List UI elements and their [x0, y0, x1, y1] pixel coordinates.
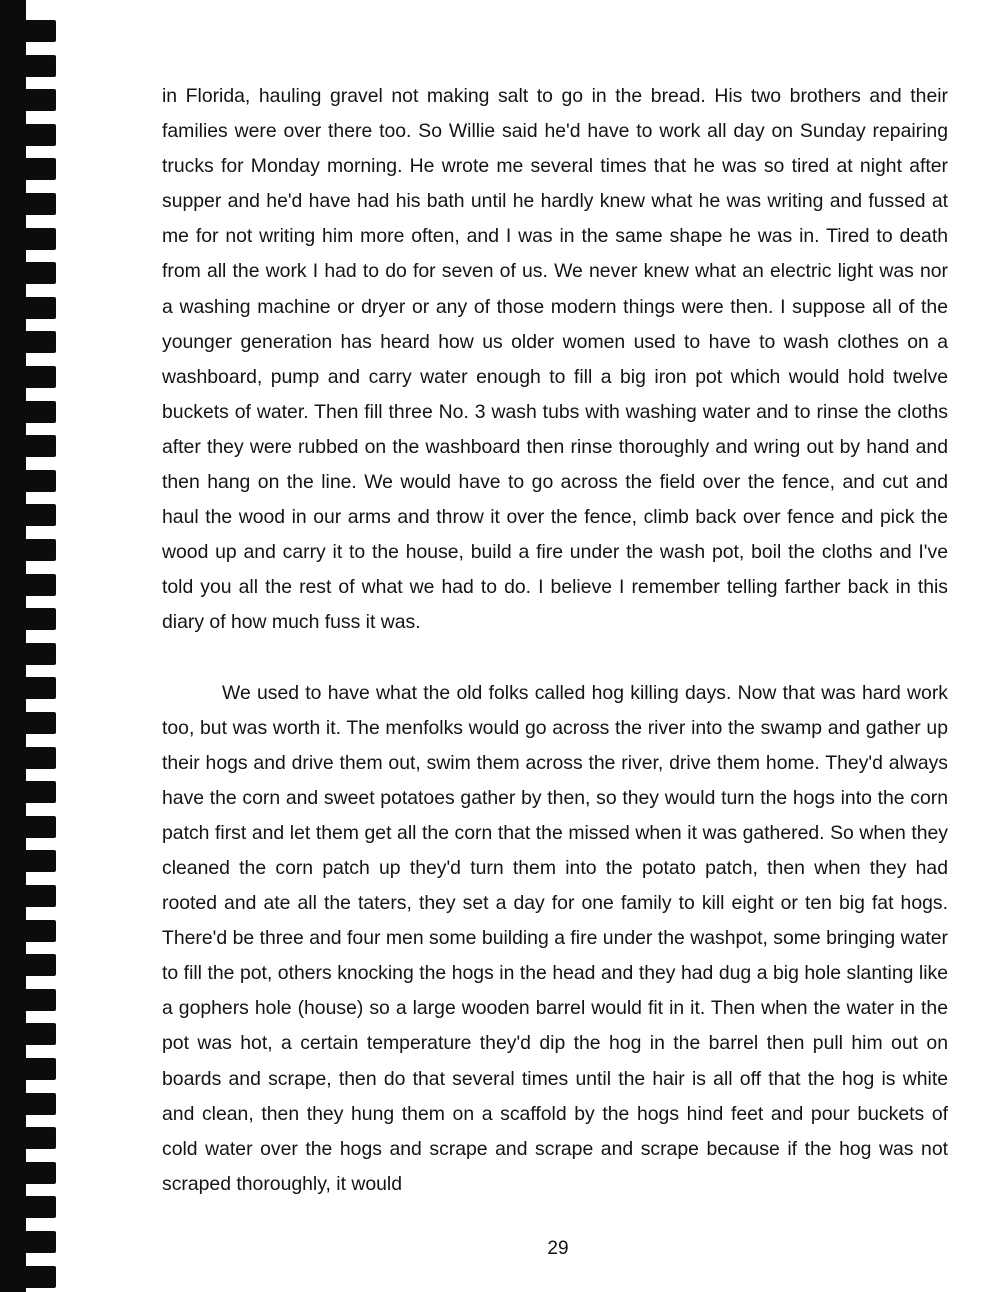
paragraph: We used to have what the old folks called hog killing days. Now that was hard work too, but was worth it. The menfolks would go across the river into the swamp and gather up their hogs and drive them out, swim them across the river, drive them home. They'd always have the corn and sweet potatoes gather by then, so they would turn the hogs into the corn patch first and let them get all the corn that the missed when it was gathered. So when they cleaned the corn patch up they'd turn them into the potato patch, then when they had rooted and ate all the taters, they set a day for one family to kill eight or ten big fat hogs. There'd be three and four men some building a fire under the washpot, some bringing water to fill the pot, others knocking the hogs in the head and they had dug a big hole slanting like a gophers hole (house) so a large wooden barrel would fit in it. Then when the water in the pot was hot, a certain temperature they'd dip the hog in the barrel then pull him out on boards and scrape, then do that several times until the hair is all off that the hog is white and clean, then they hung them on a scaffold by the hogs hind feet and pour buckets of cold water over the hogs and scrape and scrape and scrape because if the hog was not scraped thoroughly, it would — [162, 681, 948, 1195]
page-body — [162, 79, 948, 1202]
binding-tooth — [0, 574, 56, 596]
binding-tooth — [0, 89, 56, 111]
binding-tooth — [0, 228, 56, 250]
binding-tooth — [0, 643, 56, 665]
binding-tooth — [0, 124, 56, 146]
binding-tooth — [0, 262, 56, 284]
binding-tooth — [0, 712, 56, 734]
binding-tooth — [0, 1266, 56, 1288]
binding-tooth — [0, 989, 56, 1011]
binding-tooth — [0, 366, 56, 388]
binding-tooth — [0, 1093, 56, 1115]
binding-tooth — [0, 781, 56, 803]
page-number: 29 — [547, 1238, 569, 1259]
binding-tooth — [0, 1162, 56, 1184]
binding-tooth — [0, 1023, 56, 1045]
binding-tooth — [0, 885, 56, 907]
binding-tooth — [0, 401, 56, 423]
binding-tooth — [0, 539, 56, 561]
binding-tooth — [0, 816, 56, 838]
binding-tooth — [0, 20, 56, 42]
binding-tooth — [0, 470, 56, 492]
binding-tooth — [0, 297, 56, 319]
binding-tooth — [0, 954, 56, 976]
binding-tooth — [0, 747, 56, 769]
binding-tooth — [0, 677, 56, 699]
binding-tooth — [0, 331, 56, 353]
binding-tooth — [0, 1196, 56, 1218]
binding-tooth — [0, 158, 56, 180]
binding-tooth — [0, 55, 56, 77]
binding-tooth — [0, 504, 56, 526]
spiral-binding — [0, 0, 60, 1292]
binding-tooth — [0, 920, 56, 942]
paragraph: in Florida, hauling gravel not making salt to go in the bread. His two brothers and their families were over there too. So Willie said he'd have to work all day on Sunday repairing trucks for Monday morning. He wrote me several times that he was so tired at night after supper and he'd have had his bath until he hardly knew what he was writing and fussed at me for not writing him more often, and I was in the same shape he was in. Tired to death from all the work I had to do for seven of us. We never knew what an electric light was nor a washing machine or dryer or any of those modern things were then. I suppose all of the younger generation has heard how us older women used to have to wash clothes on a washboard, pump and carry water enough to fill a big iron pot which would hold twelve buckets of water. Then fill three No. 3 wash tubs with washing water and to rinse the cloths after they were rubbed on the washboard then rinse thoroughly and wring out by hand and then hang on the line. We would have to go across the field over the fence, and cut and haul the wood in our arms and throw it over the fence, climb back over fence and pick the wood up and carry it to the house, build a fire under the wash pot, boil the cloths and I've told you all the rest of what we had to do. I believe I remember telling farther back in this diary of how much fuss it was. — [162, 85, 948, 634]
binding-tooth — [0, 435, 56, 457]
binding-tooth — [0, 1058, 56, 1080]
binding-tooth — [0, 1127, 56, 1149]
binding-tooth — [0, 193, 56, 215]
binding-tooth — [0, 850, 56, 872]
binding-tooth — [0, 608, 56, 630]
